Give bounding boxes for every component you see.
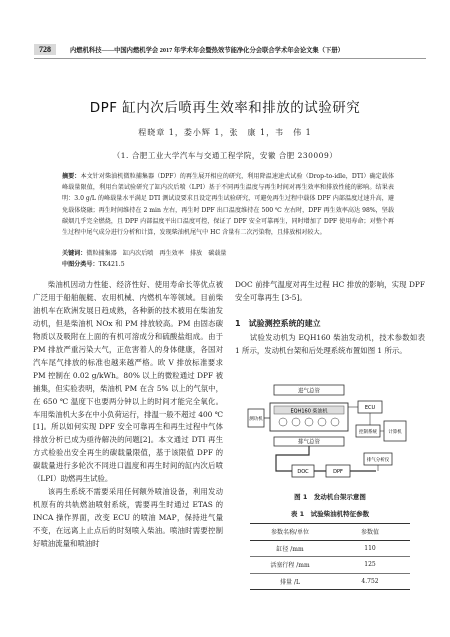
body-paragraph-4: 试验发动机为 EQH160 柴油发动机，技术参数如表 1 所示，发动机台架和后处理系统布置如图 1 所示。 [235, 333, 425, 355]
body-paragraph-1: 柴油机因动力性能、经济性好、使用寿命长等优点被广泛用于船舶舰艇、农用机械、内燃机车等领域。目前柴油机车在欧洲发展日趋成熟，各种新的技术被用在柴油发动机，但是柴油机 NOx 和 PM 排放较高。PM 由固态碳物质以及吸附在上面的有机可溶成分和硫酸盐组成。由于 PM 排放严重污染大气，正危害着人的身体健康，各国对汽车尾气排放的标准也越来越严格。欧 V 排放标准要求 PM 控制在 0.02 g/kWh。80% 以上的微粒通过 DPF 被捕集，但实验表明，柴油机 PM 在含 5% 以上的气氛中，在 650 ℃ 温度下也要两分钟以上的时间才能完全氧化。车用柴油机大多在中小负荷运行，排温一般不超过 400 ℃ [1]。所以如何实现 DPF 安全可靠再生和再生过程中气体排放分析已成为亟待解决的问题[2]。本文通过 DTI 再生方式检验出安全再生的碳载量限值，基于该限值 DPF 的碳载量进行多轮次不同进口温度和再生时间的缸内次后喷（LPI）助燃再生试验。 [33, 280, 223, 484]
paper-authors: 程晓章 1，娄小辉 1，张 康 1，韦 伟 1 [138, 128, 312, 137]
table-cell: 125 [364, 561, 376, 569]
table-row [250, 573, 410, 590]
abstract-label: 摘要： [62, 173, 81, 180]
paper-title: DPF 缸内次后喷再生效率和排放的试验研究 [89, 100, 361, 116]
running-header [34, 44, 426, 59]
abstract [62, 171, 394, 238]
table-cell: 缸径 /mm [276, 545, 304, 553]
classification-number [62, 259, 394, 270]
exhaust-label: 排气总管 [297, 439, 321, 446]
doc-label: DOC [297, 469, 309, 475]
left-column [33, 279, 223, 551]
keywords-text: 微粒捕集器 缸内次后喷 再生效率 排放 碳载量 [86, 250, 227, 257]
engine-bench-diagram [246, 373, 408, 485]
table-cell: 4.752 [361, 577, 379, 585]
engine-spec-table [250, 523, 410, 590]
dpf-label: DPF [333, 469, 343, 475]
table-1-caption: 表 1 试验柴油机特征参数 [290, 510, 370, 518]
computer-label: 计算机 [388, 430, 402, 435]
table-cell: 活塞行程 /mm [270, 562, 310, 570]
figure-1-caption: 图 1 发动机台架示意图 [294, 493, 366, 501]
body-paragraph-3: DOC 前排气温度对再生过程 HC 排放的影响，实现 DPF 安全可靠再生 [3-5]。 [235, 280, 425, 302]
paper-affiliation: （1. 合肥工业大学汽车与交通工程学院，安徽 合肥 230009） [112, 151, 338, 160]
table-row [250, 540, 410, 557]
right-column-body [235, 332, 425, 358]
engine-label: EQH160 柴油机 [290, 408, 328, 415]
ecu-label: ECU [364, 405, 376, 411]
table-cell: 排量 /L [280, 578, 300, 586]
keywords-label: 关键词： [62, 250, 87, 257]
dyno-label: 测功机 [249, 417, 263, 422]
table-header-cell: 参数名称/单位 [270, 529, 310, 537]
right-column-top [235, 279, 425, 305]
control-label: 控制系统 [359, 430, 377, 435]
intake-label: 进气总管 [297, 388, 321, 395]
analyzer-label: 排气分析仪 [366, 458, 390, 463]
clc-text: TK421.5 [98, 261, 125, 268]
table-cell: 110 [364, 544, 376, 552]
clc-label: 中图分类号： [62, 261, 99, 268]
keywords [62, 248, 394, 259]
running-title: 内燃机科技——中国内燃机学会 2017 年学术年会暨热效节能净化分会联合学术年会论文集（下册） [70, 47, 344, 54]
table-row [250, 557, 410, 574]
table-header-cell: 参数值 [360, 529, 379, 537]
body-paragraph-2: 该再生系统不需要采用任何额外喷油设备，利用发动机原有的共轨燃油喷射系统，需要再生时通过 ETAS 的 INCA 操作界面，改变 ECU 的喷油 MAP，保持进气量不变，在远离上止点后的时刻喷入柴油。喷油时需要控制好喷油流量和喷油时 [33, 487, 223, 549]
abstract-text: 本文针对柴油机微粒捕集器（DPF）的再生展开相应的研究，利用降温速速式试验（Drop-to-idle，DTI）确定载体峰载量限值，利用台架试验研究了缸内次后喷（LPI）基于不同再生温度与再生时间对再生效率和排放性能的影响。结果表明：3.0 g/L 的峰载量水平满足 DTI 测试设要求且设定再生试验研究，可避免再生过程中载体 DPF 内部温度过速升高，避免载体烧融；再生时间维持在 2 min 左右，再生时 DPF 出口温度维持在 500 ℃ 左右时，DPF 再生效率高达 98%，坚载碳烟几乎完全燃烧，且 DPF 内部温度平出口温度可控，保证了 DPF 安全可靠再生，同时增加了 DPF 使用寿命；对整个再生过程中尾气成分进行分析和计算，发现柴油机尾气中 HC 含量有二次污染物，且排放相对较大。 [62, 173, 394, 237]
section-heading-1: 1 试验测控系统的建立 [235, 319, 321, 328]
page-number: 728 [34, 44, 56, 55]
table-header-row [250, 524, 410, 541]
